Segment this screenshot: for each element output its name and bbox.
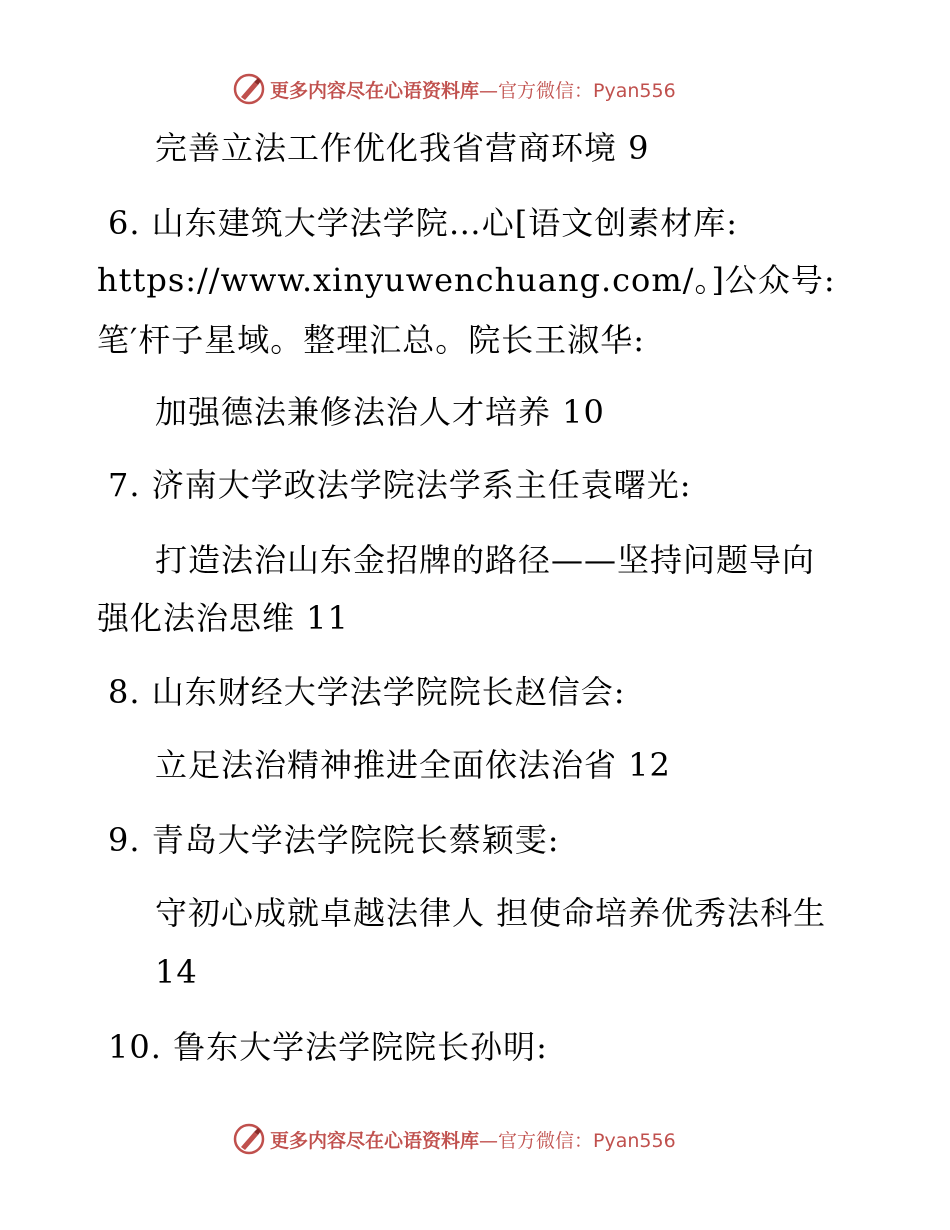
pen-circle-logo-icon xyxy=(232,1122,266,1156)
toc-line: 7. 济南大学政法学院法学系主任袁曙光: xyxy=(108,466,692,504)
toc-line: 笔′杆子星域。整理汇总。院长王淑华: xyxy=(97,321,646,359)
toc-line: 守初心成就卓越法律人 担使命培养优秀法科生 xyxy=(155,894,827,932)
toc-line: 完善立法工作优化我省营商环境 9 xyxy=(155,129,650,167)
toc-line: 9. 青岛大学法学院院长蔡颖雯: xyxy=(108,821,560,859)
header-watermark xyxy=(232,72,676,106)
watermark-sub-text: —官方微信：Pyan556 xyxy=(479,79,676,102)
watermark-main-text: 更多内容尽在心语资料库 xyxy=(270,1129,480,1152)
toc-line: 加强德法兼修法治人才培养 10 xyxy=(155,393,605,431)
watermark-main-text: 更多内容尽在心语资料库 xyxy=(270,79,480,102)
toc-line: 立足法治精神推进全面依法治省 12 xyxy=(155,746,671,784)
toc-line: 14 xyxy=(155,953,198,991)
toc-line: https://www.xinyuwenchuang.com/。]公众号: xyxy=(97,261,836,299)
pen-circle-logo-icon xyxy=(232,72,266,106)
watermark-sub-text: —官方微信：Pyan556 xyxy=(479,1129,676,1152)
toc-line: 10. 鲁东大学法学院院长孙明: xyxy=(108,1028,548,1066)
footer-watermark xyxy=(232,1122,676,1156)
toc-line: 打造法治山东金招牌的路径——坚持问题导向 xyxy=(155,541,816,579)
toc-line: 6. 山东建筑大学法学院…心[语文创素材库: xyxy=(108,204,738,242)
toc-line: 强化法治思维 11 xyxy=(97,599,349,637)
toc-line: 8. 山东财经大学法学院院长赵信会: xyxy=(108,673,626,711)
